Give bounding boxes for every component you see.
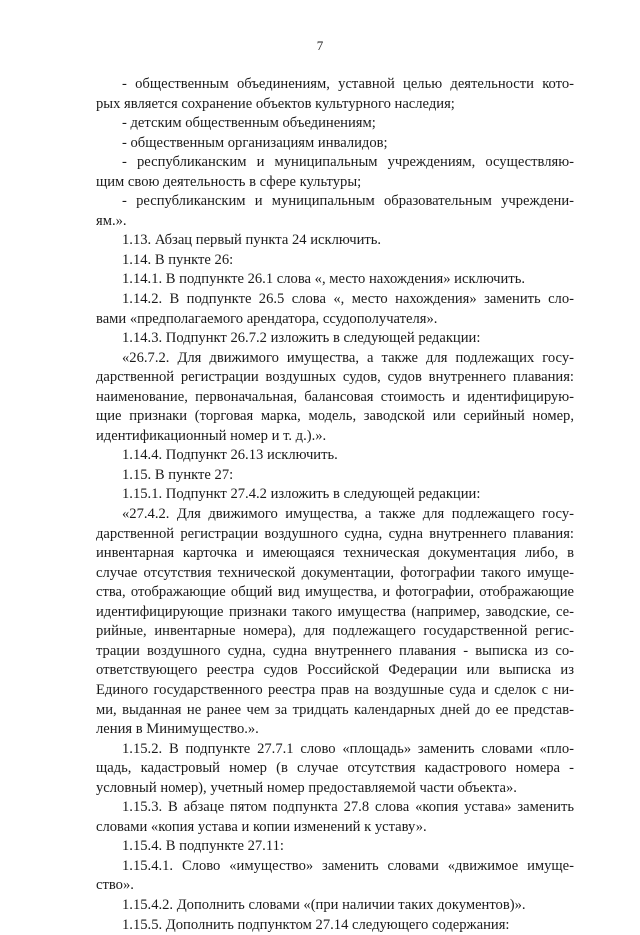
text-line: - республиканским и муниципальным учреждениям, осуществляю- [122,154,574,171]
text-line: - детским общественным объединениям; [122,115,376,132]
text-line: словами «копия устава и копии изменений к уставу». [96,818,427,835]
text-line: рых является сохранение объектов культурного наследия; [96,95,455,112]
text-line: «26.7.2. Для движимого имущества, а также для подлежащих госу- [122,349,574,366]
text-line: «27.4.2. Для движимого имущества, а также для подлежащего госу- [122,506,574,523]
text-line: дарственной регистрации воздушных судов, судов внутреннего плавания: [96,369,574,386]
text-line: 1.15. В пункте 27: [122,466,234,483]
text-line: - республиканским и муниципальным образовательным учреждени- [122,193,574,210]
document-body [96,75,574,935]
text-line: ления в Минимущество.». [96,721,259,738]
text-line: 1.15.4.2. Дополнить словами «(при наличии таких документов)». [122,896,526,913]
text-line: ям.». [96,212,127,229]
text-line: 1.14. В пункте 26: [122,251,234,268]
text-line: инвентарная карточка и имеющаяся техническая документация либо, в [96,545,574,562]
text-line: 1.14.2. В подпункте 26.5 слова «, место нахождения» заменить сло- [122,291,574,308]
text-line: случае отсутствия технической документации, фотографии такого имуще- [96,564,574,581]
text-line: условный номер), учетный номер предоставляемой части объекта». [96,779,517,796]
text-line: 1.13. Абзац первый пункта 24 исключить. [122,232,382,249]
text-line: Единого государственного реестра прав на воздушные суда и сделок с ни- [96,681,574,698]
text-line: 1.15.4. В подпункте 27.11: [122,838,284,855]
text-line: 1.15.1. Подпункт 27.4.2 изложить в следующей редакции: [122,486,481,503]
text-line: 1.15.3. В абзаце пятом подпункта 27.8 слова «копия устава» заменить [122,799,574,816]
text-line: ство». [96,877,134,894]
text-line: трации воздушного судна, судна внутреннего плавания - выписка из со- [96,642,574,659]
text-line: 1.15.5. Дополнить подпунктом 27.14 следующего содержания: [122,916,510,933]
text-line: ства, отображающие общий вид имущества, и фотографии, отображающие [96,584,574,601]
text-line: ответствующего реестра судов Российской Федерации или выписка из [96,662,574,679]
text-line: дарственной регистрации воздушного судна, судна внутреннего плавания: [96,525,574,542]
text-line: 1.14.3. Подпункт 26.7.2 изложить в следующей редакции: [122,330,481,347]
text-line: - общественным объединениям, уставной целью деятельности кото- [122,76,574,92]
text-line: идентификационный номер и т. д.).». [96,427,327,444]
text-line: вами «предполагаемого арендатора, ссудополучателя». [96,310,438,327]
text-line: 1.15.4.1. Слово «имущество» заменить словами «движимое имуще- [122,857,574,874]
text-line: наименование, первоначальная, балансовая стоимость и идентифицирую- [96,388,574,405]
text-line: - общественным организациям инвалидов; [122,134,388,151]
text-line: ми, выданная не ранее чем за тридцать календарных дней до ее представ- [96,701,574,718]
text-line: рийные, инвентарные номера), для подлежащего государственной регис- [96,623,574,640]
text-line: идентифицирующие признаки такого имущества (например, заводские, се- [96,603,574,620]
text-line: 1.15.2. В подпункте 27.7.1 слово «площадь» заменить словами «пло- [122,740,574,757]
text-line: 1.14.4. Подпункт 26.13 исключить. [122,447,338,464]
text-line: щим свою деятельность в сфере культуры; [96,173,362,190]
text-line: щие признаки (торговая марка, модель, заводской или серийный номер, [96,408,574,425]
page-number: 7 [316,38,324,53]
text-line: 1.14.1. В подпункте 26.1 слова «, место нахождения» исключить. [122,271,526,288]
text-line: щадь, кадастровый номер (в случае отсутствия кадастрового номера - [96,760,574,777]
